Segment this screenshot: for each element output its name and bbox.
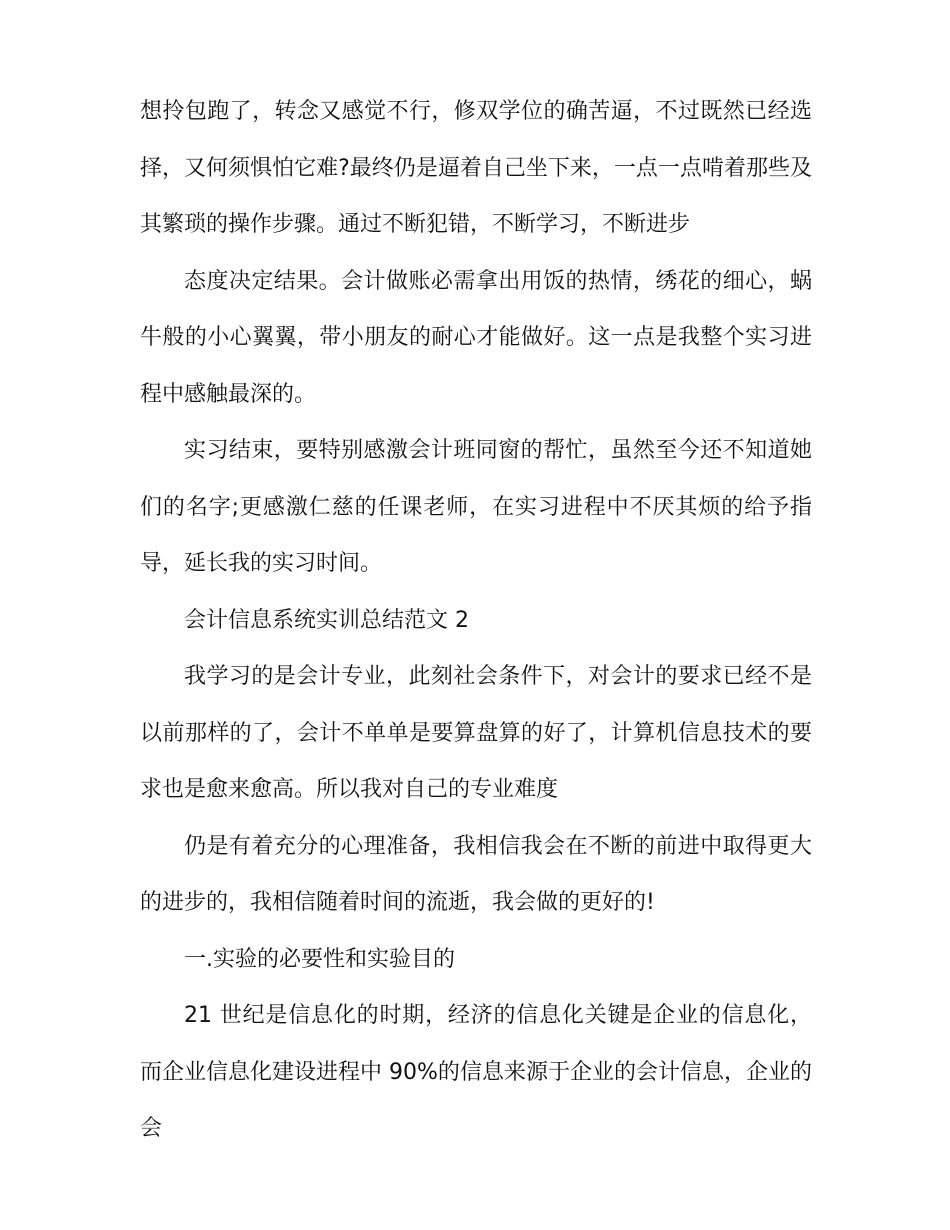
paragraph-continuation: 想拎包跑了，转念又感觉不行，修双学位的确苦逼，不过既然已经选择，又何须惧怕它难?最终仍是逼着自己坐下来，一点一点啃着那些及其繁琐的操作步骤。通过不断犯错，不断学习，不断进步 — [140, 99, 812, 237]
section-heading-experiment-purpose: 一.实验的必要性和实验目的 — [184, 946, 455, 972]
paragraph-preparation: 仍是有着充分的心理准备，我相信我会在不断的前进中取得更大的进步的，我相信随着时间的流逝，我会做的更好的! — [140, 833, 812, 915]
paragraph-attitude: 态度决定结果。会计做账必需拿出用饭的热情，绣花的细心，蜗牛般的小心翼翼，带小朋友的耐心才能做好。这一点是我整个实习进程中感触最深的。 — [140, 268, 812, 407]
section-heading-sample-2: 会计信息系统实训总结范文 2 — [184, 607, 469, 633]
paragraph-informatization: 21 世纪是信息化的时期，经济的信息化关键是企业的信息化，而企业信息化建设进程中 90%的信息来源于企业的会计信息，企业的会 — [140, 1003, 812, 1141]
document-body — [140, 84, 812, 1158]
paragraph-major: 我学习的是会计专业，此刻社会条件下，对会计的要求已经不是以前那样的了，会计不单单是要算盘算的好了，计算机信息技术的要求也是愈来愈高。所以我对自己的专业难度 — [140, 664, 812, 802]
paragraph-thanks: 实习结束，要特别感激会计班同窗的帮忙，虽然至今还不知道她们的名字;更感激仁慈的任课老师，在实习进程中不厌其烦的给予指导，延长我的实习时间。 — [140, 438, 812, 576]
